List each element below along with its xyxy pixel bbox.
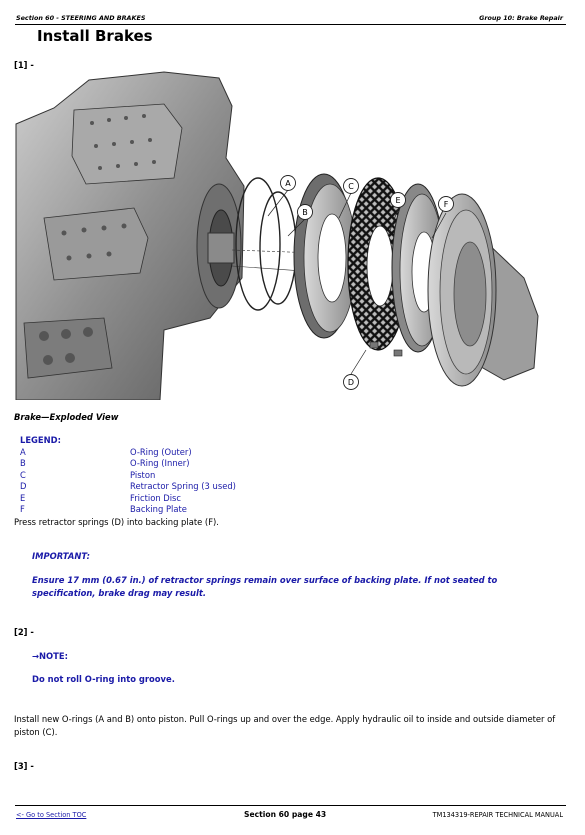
note-label: →NOTE:	[32, 651, 68, 661]
brake-exploded-view-figure	[14, 68, 540, 400]
callout-f: F	[443, 200, 449, 209]
legend-list	[20, 447, 236, 515]
legend-value: Retractor Spring (3 used)	[130, 481, 236, 492]
note-body: Do not roll O-ring into groove.	[32, 674, 175, 684]
legend-key: F	[20, 504, 25, 515]
step-2-label: [2] -	[14, 627, 34, 637]
legend-key: B	[20, 458, 26, 469]
legend-heading: LEGEND:	[20, 435, 61, 445]
page-title: Install Brakes	[37, 27, 153, 45]
step-3-label: [3] -	[14, 761, 34, 771]
legend-value: O-Ring (Inner)	[130, 458, 190, 469]
section-toc-link[interactable]: <- Go to Section TOC	[16, 811, 87, 819]
legend-value: Piston	[130, 469, 156, 480]
callout-c: C	[348, 182, 354, 191]
legend-item	[20, 493, 236, 504]
header-rule	[15, 24, 566, 25]
important-label: IMPORTANT:	[32, 551, 90, 561]
step-1-label: [1] -	[14, 60, 34, 70]
legend-value: Friction Disc	[130, 492, 182, 503]
piston-part	[294, 174, 356, 338]
header-group: Group 10: Brake Repair	[479, 14, 563, 22]
figure-caption: Brake—Exploded View	[14, 412, 119, 422]
axle-housing	[428, 194, 538, 386]
legend-key: C	[20, 469, 26, 480]
legend-item	[20, 470, 236, 481]
install-instruction: Install new O-rings (A and B) onto piston. Pull O-rings up and over the edge. Apply hydraulic oil to inside and outside diameter of piston (C).	[14, 714, 556, 737]
legend-key: A	[20, 447, 26, 457]
press-instruction: Press retractor springs (D) into backing plate (F).	[14, 517, 219, 527]
callout-b: B	[302, 208, 308, 217]
callout-d: D	[347, 378, 355, 387]
transmission-housing	[16, 72, 244, 400]
legend-value: Backing Plate	[130, 504, 187, 515]
header-section: Section 60 - STEERING AND BRAKES	[16, 14, 146, 22]
important-body: Ensure 17 mm (0.67 in.) of retractor springs remain over surface of backing plate. If not seated to specification, brake drag may result.	[32, 575, 498, 598]
legend-item	[20, 481, 236, 492]
footer-rule	[15, 805, 566, 806]
legend-key: E	[20, 492, 26, 503]
footer-page-number: Section 60 page 43	[244, 810, 327, 819]
legend-item	[20, 458, 236, 469]
callout-a: A	[285, 179, 291, 188]
legend-value: O-Ring (Outer)	[130, 447, 192, 457]
legend-item	[20, 447, 236, 458]
callout-e: E	[395, 196, 401, 205]
footer-manual-id: TM134319-REPAIR TECHNICAL MANUAL	[432, 811, 563, 819]
o-ring-inner-part	[260, 192, 296, 304]
legend-item	[20, 504, 236, 515]
legend-key: D	[20, 481, 27, 492]
